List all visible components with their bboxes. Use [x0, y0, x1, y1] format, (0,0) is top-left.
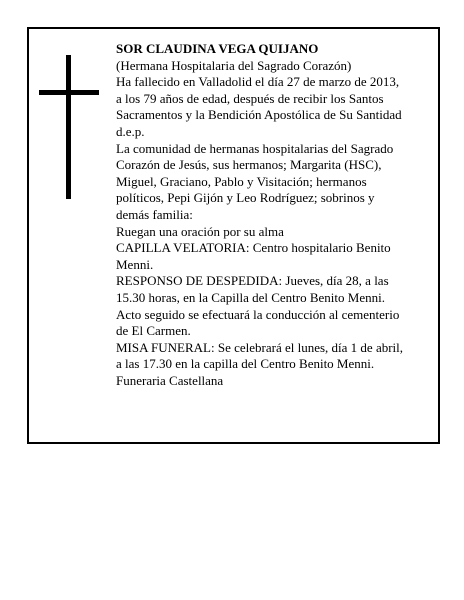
funeral-home: Funeraria Castellana [116, 372, 224, 388]
farewell-line: RESPONSO DE DESPEDIDA: Jueves, día 28, a las [116, 273, 389, 289]
funeral-line: MISA FUNERAL: Se celebrará el lunes, día 1 de abril, [116, 339, 404, 355]
family-line: Corazón de Jesús, sus hermanos; Margarita (HSC), [116, 157, 382, 173]
funeral-mass-info [116, 340, 436, 373]
cross-vertical-bar [66, 55, 71, 199]
farewell-info [116, 273, 436, 339]
death-announcement [116, 74, 436, 140]
death-line: d.e.p. [116, 123, 145, 139]
cross-icon [39, 55, 99, 199]
prayer-request: Ruegan una oración por su alma [116, 223, 284, 239]
notice-text [116, 41, 436, 389]
farewell-line: Acto seguido se efectuará la conducción al cementerio [116, 306, 400, 322]
chapel-info [116, 240, 436, 273]
chapel-line: CAPILLA VELATORIA: Centro hospitalario Benito [116, 240, 391, 256]
death-line: Ha fallecido en Valladolid el día 27 de marzo de 2013, [116, 74, 400, 90]
family-line: demás familia: [116, 206, 193, 222]
funeral-line: a las 17.30 en la capilla del Centro Benito Menni. [116, 356, 375, 372]
deceased-name: SOR CLAUDINA VEGA QUIJANO [116, 41, 319, 56]
family-mention [116, 141, 436, 224]
farewell-line: de El Carmen. [116, 323, 191, 339]
obituary-notice [27, 27, 440, 444]
chapel-line: Menni. [116, 256, 154, 272]
cross-horizontal-bar [39, 90, 99, 95]
family-line: Miguel, Graciano, Pablo y Visitación; hermanos [116, 173, 367, 189]
death-line: a los 79 años de edad, después de recibir los Santos [116, 90, 384, 106]
farewell-line: 15.30 horas, en la Capilla del Centro Benito Menni. [116, 289, 385, 305]
family-line: políticos, Pepi Gijón y Leo Rodríguez; sobrinos y [116, 190, 375, 206]
death-line: Sacramentos y la Bendición Apostólica de Su Santidad [116, 107, 402, 123]
family-line: La comunidad de hermanas hospitalarias del Sagrado [116, 140, 394, 156]
religious-order: (Hermana Hospitalaria del Sagrado Corazón) [116, 57, 352, 73]
